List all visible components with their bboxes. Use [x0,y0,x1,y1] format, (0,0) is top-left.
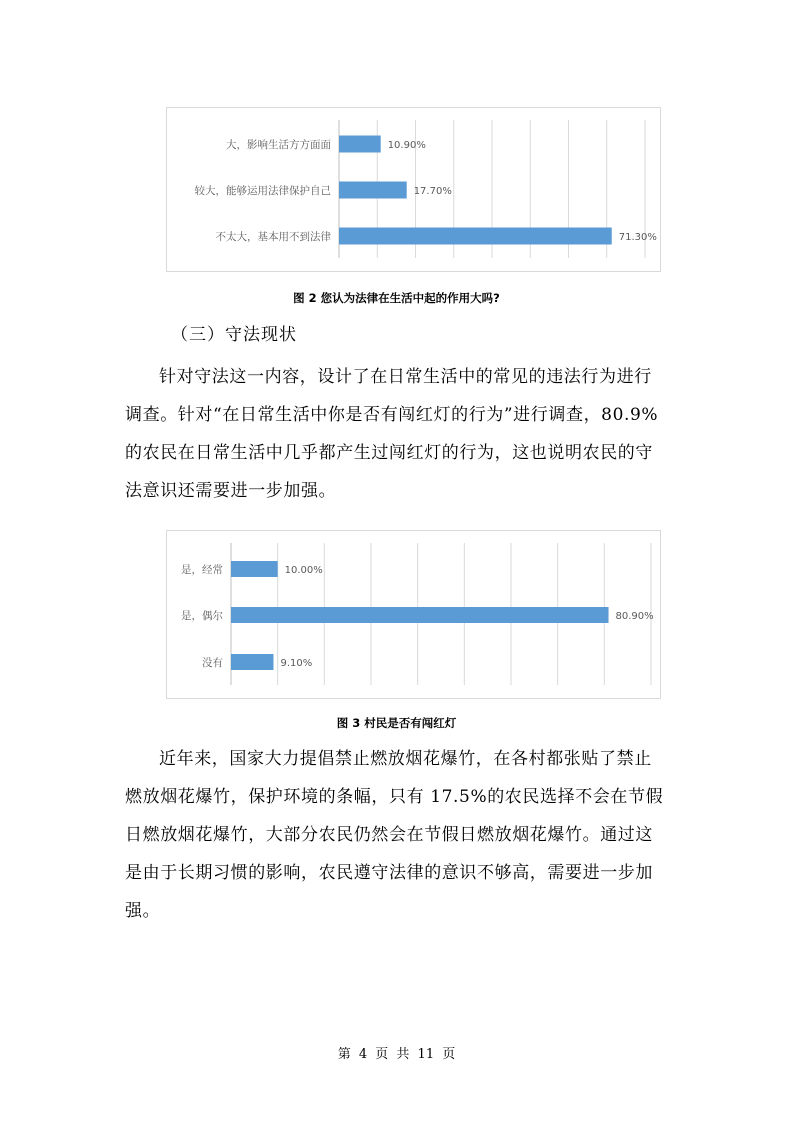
category-label: 不太大，基本用不到法律 [215,231,331,243]
figure-caption-2: 图 2 您认为法律在生活中起的作用大吗? [293,291,500,305]
chart-red-light [166,530,661,699]
paragraph-2-line: 强。 [125,901,161,921]
bar [231,607,609,623]
chart-law-role [166,107,661,272]
data-label: 80.90% [615,611,654,622]
category-label: 是，偶尔 [181,610,223,622]
data-label: 10.90% [387,140,426,151]
category-label: 大，影响生活方方面面 [226,139,331,151]
category-label: 是，经常 [181,564,223,576]
data-label: 10.00% [284,565,323,576]
bar [339,182,407,199]
bar [339,136,381,153]
category-label: 较大，能够运用法律保护自己 [194,185,331,197]
category-label: 没有 [202,657,223,669]
paragraph-1 [125,358,701,510]
section-heading: （三）守法现状 [171,325,297,345]
bar [231,654,273,670]
paragraph-2-line: 是由于长期习惯的影响，农民遵守法律的意识不够高，需要进一步加 [125,863,653,883]
paragraph-2 [125,740,701,930]
paragraph-1-line: 调查。针对“在日常生活中你是否有闯红灯的行为”进行调查，80.9% [125,405,659,425]
paragraph-2-line: 日燃放烟花爆竹，大部分农民仍然会在节假日燃放烟花爆竹。通过这 [125,825,653,845]
chart-red-light-svg [167,531,662,700]
page-footer: 第 4 页 共 11 页 [337,1047,456,1062]
data-label: 9.10% [280,658,313,669]
paragraph-1-line: 法意识还需要进一步加强。 [125,481,337,501]
paragraph-1-line: 针对守法这一内容，设计了在日常生活中的常见的违法行为进行 [159,367,652,387]
paragraph-2-line: 燃放烟花爆竹，保护环境的条幅，只有 17.5%的农民选择不会在节假 [125,787,664,807]
paragraph-2-line: 近年来，国家大力提倡禁止燃放烟花爆竹，在各村都张贴了禁止 [159,749,652,769]
data-label: 71.30% [618,232,657,243]
bar [231,561,278,577]
figure-caption-3: 图 3 村民是否有闯红灯 [336,716,457,730]
chart-law-role-svg [167,108,662,273]
data-label: 17.70% [413,186,452,197]
bar [339,228,612,245]
paragraph-1-line: 的农民在日常生活中几乎都产生过闯红灯的行为，这也说明农民的守 [125,443,653,463]
